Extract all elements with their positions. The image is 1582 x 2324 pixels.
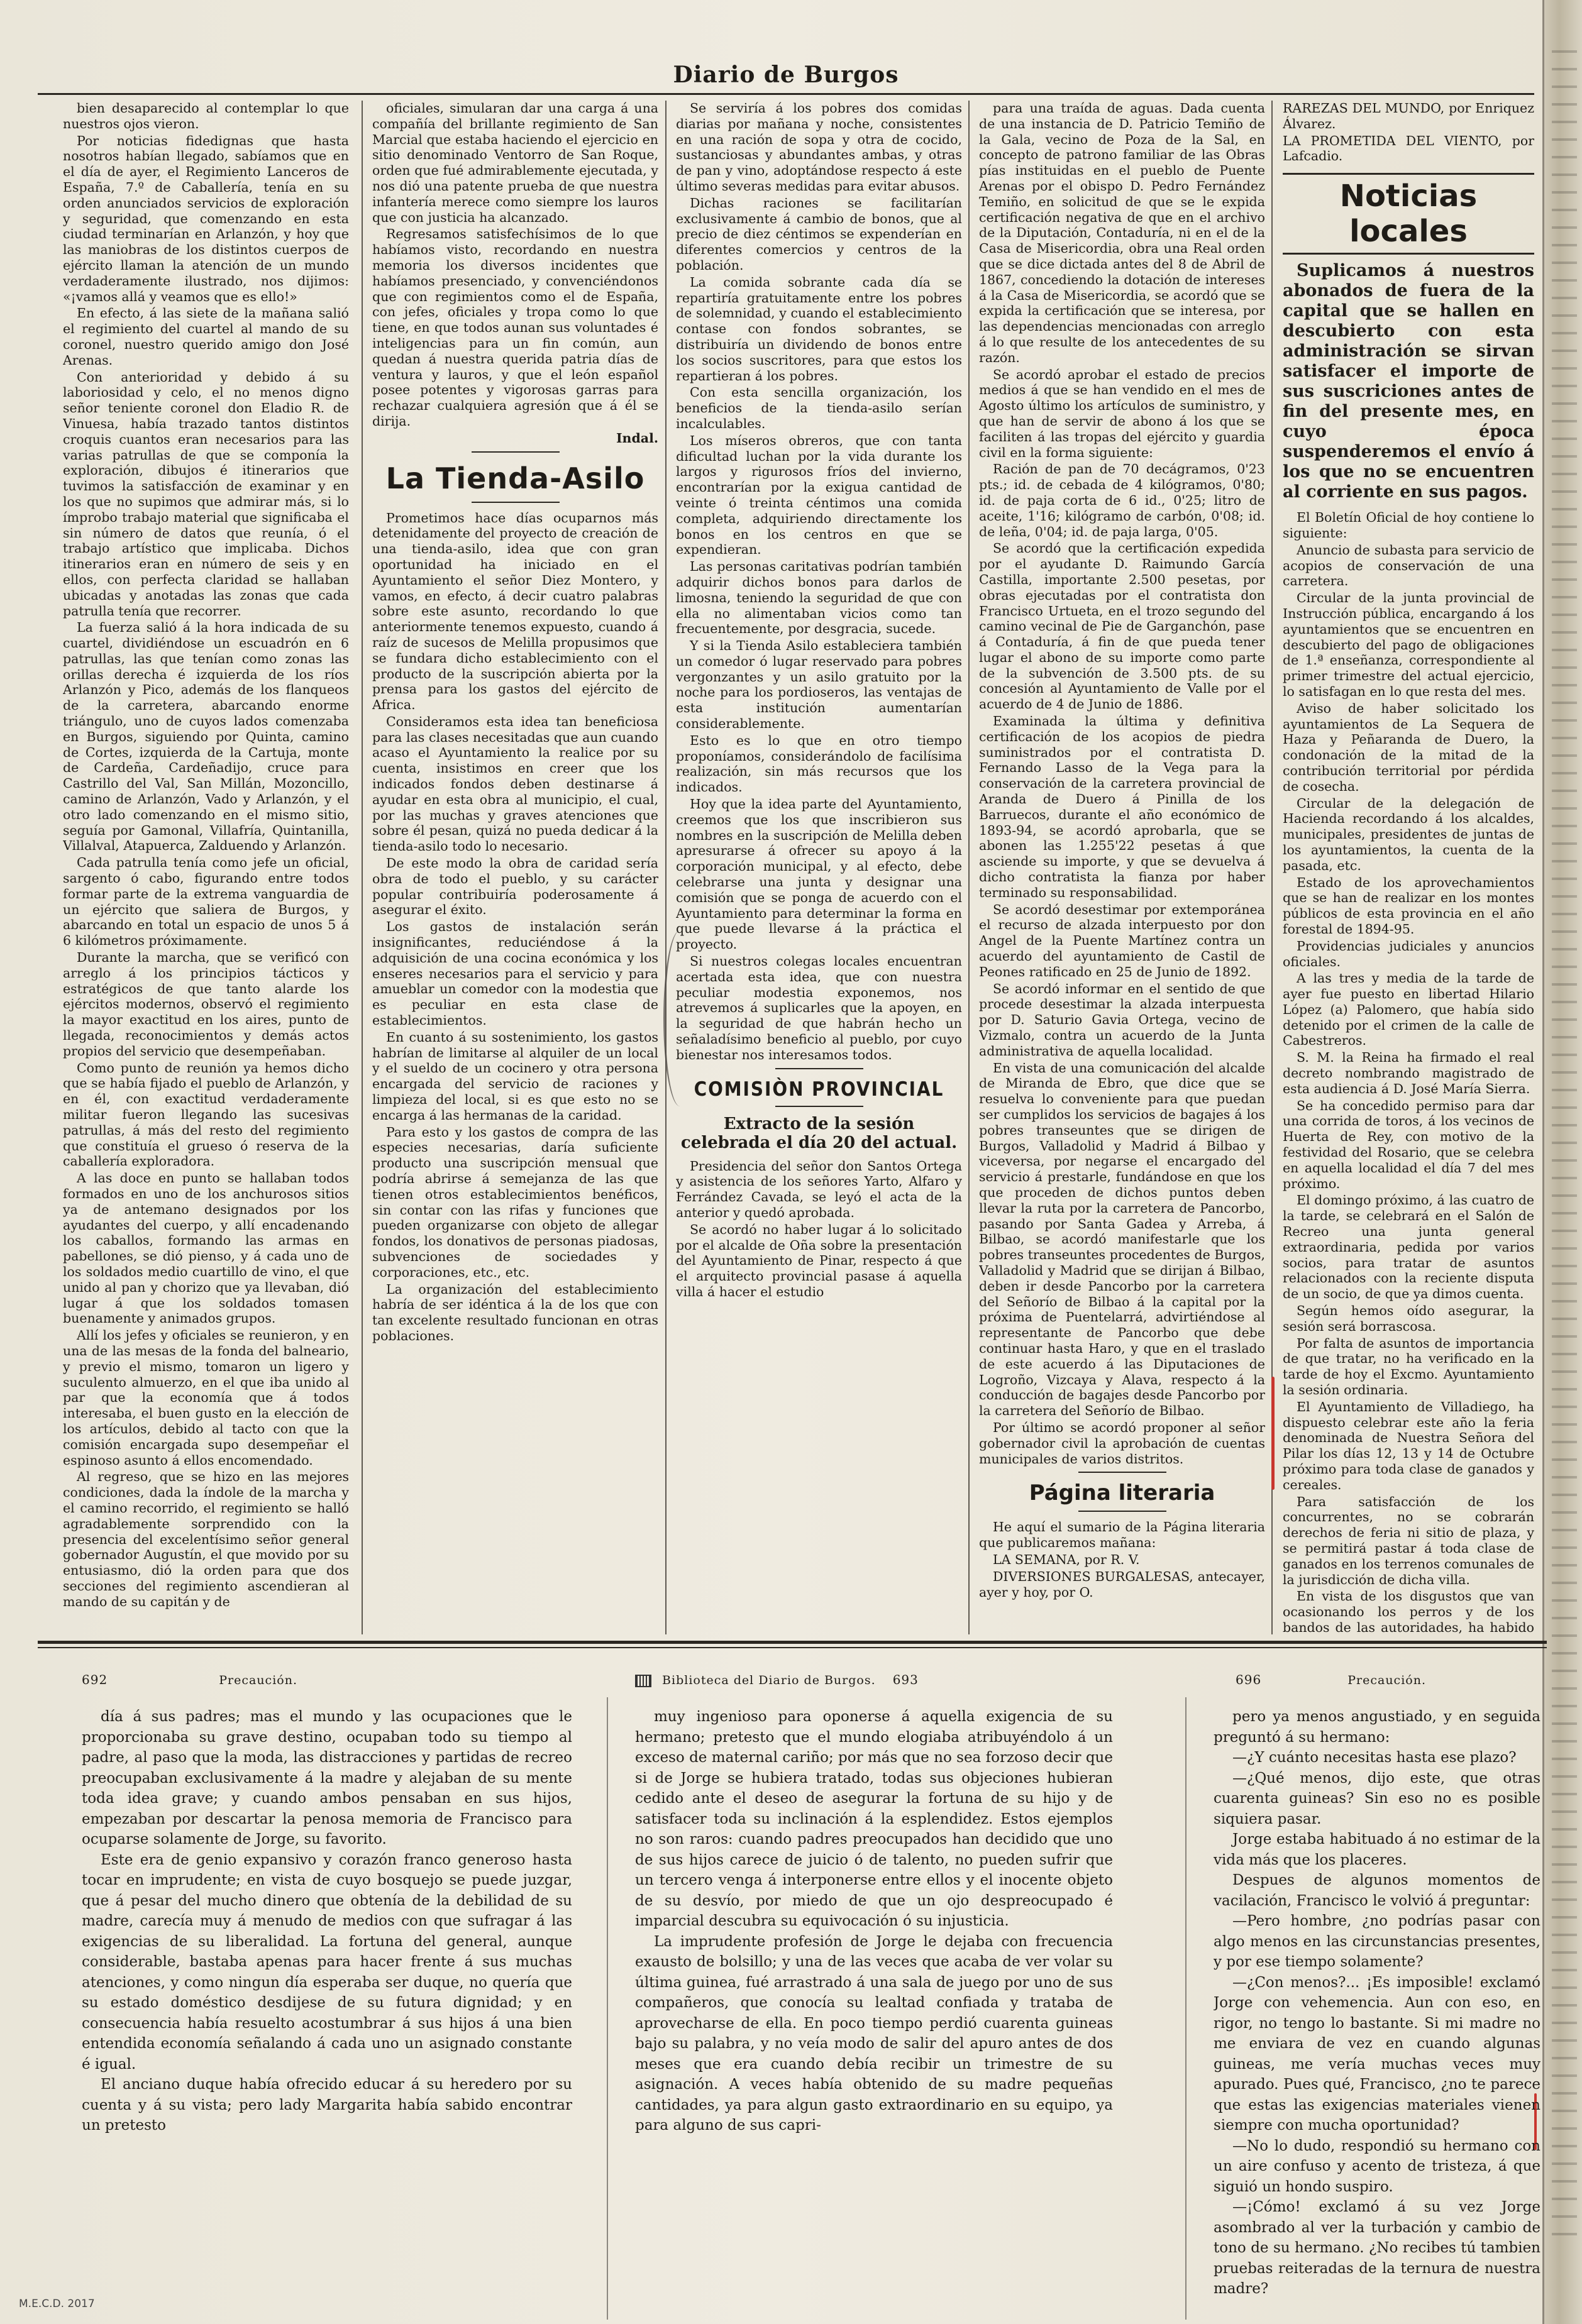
paragraph: En vista de los disgustos que van ocasionando los perros y de los bandos de las autoridades, ha habido: [1283, 1589, 1534, 1634]
paragraph: pero ya menos angustiado, y en seguida preguntó á su hermano:: [1214, 1709, 1541, 1746]
paragraph: —Pero hombre, ¿no podrías pasar con algo menos en las circunstancias presentes, y por ese tiempo solamente?: [1214, 1913, 1541, 1970]
paragraph: —¿Qué menos, dijo este, que otras cuarenta guineas? Sin eso no es posible siquiera pasar.: [1214, 1770, 1541, 1827]
paragraph: La organización del establecimiento habría de ser idéntica á la de los que con tan excelente resultado funcionan en otras poblaciones.: [372, 1281, 658, 1343]
paragraph: Presidencia del señor don Santos Ortega y asistencia de los señores Yarto, Alfaro y Ferrández Cavada, se leyó el acta de la anterior y quedó aprobada.: [676, 1158, 962, 1220]
article-heading-tienda-asilo: La Tienda-Asilo: [385, 461, 645, 495]
paragraph: —¡Cómo! exclamó á su vez Jorge asombrado al ver la turbación y cambio de tono de su hermano. ¿No recibes tú tambien pruebas reiteradas de la ternura de nuestra madre?: [1214, 2199, 1541, 2297]
column-rule: [665, 101, 667, 1634]
paragraph: Se acordó informar en el sentido de que procede desestimar la alzada interpuesta por D. Saturio Gavia Ortega, vecino de Vizmalo, contra un acuerdo de la Junta administrativa de aquella localidad.: [979, 981, 1265, 1059]
section-heading-noticias-locales: Noticias locales: [1283, 173, 1534, 255]
article-subheading: Extracto de la sesión celebrada el día 20 del actual.: [680, 1114, 958, 1152]
paragraph: Por noticias fidedignas que hasta nosotros habían llegado, sabíamos que en el día de ayer, el Regimiento Lanceros de España, 7.º de Caballería, tenía en su orden anunciados servicios de exploración y seguridad, que comenzando en esta ciudad terminarían en Arlanzón, y hoy que las maniobras de los distintos cuerpos de ejército llaman la atención de un mundo verdaderamente ilustrado, nos dijimos: «¡vamos allá y veamos que es ello!»: [63, 133, 349, 304]
article-heading-comision-provincial: COMISIÒN PROVINCIAL: [694, 1077, 944, 1101]
paragraph: La imprudente profesión de Jorge le dejaba con frecuencia exausto de bolsillo; y una de las veces que acaba de ver volar su última guinea, fué arrastrado á una sala de juego por uno de sus compañeros, que conocía su lealtad confiada y trataba de aprovecharse de ella. En poco tiempo perdió cuarenta guineas bajo su palabra, y no veía modo de salir del apuro antes de dos meses que era cuando debía recibir un trimestre de su asignación. A veces había obtenido de su madre pequeñas cantidades, ya para algun gasto extraordinario en su equipo, ya para alguno de sus capri-: [635, 1933, 1113, 2134]
paragraph: Allí los jefes y oficiales se reunieron, y en una de las mesas de la fonda del balneario, y previo el mismo, tomaron un ligero y suculento almuerzo, en el que iba unido al par que la economía que á todos interesaba, el buen gusto en la elección de los artículos, debido al tacto con que la comisión encargada supo desempeñar el espinoso asunto á ellos encomendado.: [63, 1328, 349, 1468]
paragraph: Si nuestros colegas locales encuentran acertada esta idea, que con nuestra peculiar modestia exponemos, nos atrevemos á suplicarles que la apoyen, en la seguridad de que habrán hecho un señaladísimo beneficio al pueblo, por cuyo bienestar nos interesamos todos.: [676, 954, 962, 1062]
paragraph: Se acordó desestimar por extemporánea el recurso de alzada interpuesto por don Angel de la Puente Martínez contra un acuerdo del ayuntamiento de Castil de Peones ratificado en 25 de Junio de 1892.: [979, 901, 1265, 979]
paragraph: Se acordó que la certificación expedida por el ayudante D. Raimundo García Castilla, importante 2.500 pesetas, por obras ejecutadas por el contratista don Francisco Urtueta, en el trozo segundo del camino vecinal de Pie de Garganchón, pase á Contaduría, á fin de que pueda tener lugar el abono de su importe como parte de la subvención de 3.500 pts. de su concesión al Ayuntamiento de Valle por el acuerdo de 4 de Junio de 1886.: [979, 541, 1265, 712]
paragraph: Para esto y los gastos de compra de las especies necesarias, daría suficiente producto una suscripción mensual que podría abrirse á semejanza de las que tienen otros establecimientos benéficos, sin contar con las rifas y funciones que pueden organizarse con objeto de allegar fondos, los donativos de personas piadosas, subvenciones de sociedades y corporaciones, etc., etc.: [372, 1124, 658, 1280]
paragraph: Los gastos de instalación serán insignificantes, reduciéndose á la adquisición de una cocina económica y los enseres necesarios para el servicio y para amueblar un comedor con la modestia que es peculiar en esta clase de establecimientos.: [372, 919, 658, 1028]
paragraph: Se ha concedido permiso para dar una corrida de toros, á los vecinos de Huerta de Rey, con motivo de la festividad del Rosario, que se celebra en aquella localidad el día 7 del mes próximo.: [1283, 1098, 1534, 1191]
paragraph: Se serviría á los pobres dos comidas diarias por mañana y noche, consistentes en una ración de sopa y otra de cocido, sustanciosas y abundantes ambas, y otras de pan y vino, adoptándose respecto á este último severas medidas para evitar abusos.: [676, 101, 962, 194]
paragraph: bien desaparecido al contemplar lo que nuestros ojos vieron.: [63, 101, 349, 131]
paragraph: La fuerza salió á la hora indicada de su cuartel, dividiéndose un escuadrón en 6 patrullas, las que tenían como zonas las orillas derecha é izquierda de los ríos Arlanzón y Pico, además de los flanqueos de la carretera, abarcando enorme triángulo, uno de cuyos lados comenzaba en Burgos, siguiendo por Quinta, camino de Cortes, izquierda de la Cartuja, monte de Cardeña, Cardeñadijo, cruce para Castrillo del Val, San Millán, Mozoncillo, camino de Arlanzón, Vado y Arlanzón, y el otro lado comenzando en el mismo sitio, seguía por Gamonal, Villafría, Quintanilla, Villalval, Atapuerca, Zalduendo y Arlanzón.: [63, 620, 349, 854]
supplement-column-1: [82, 1707, 572, 2136]
paragraph: El domingo próximo, á las cuatro de la tarde, se celebrará en el Salón de Recreo una junta general extraordinaria, pedida por varios socios, para tratar de asuntos relacionados con la reciente disputa de un socio, de que ya dimos cuenta.: [1283, 1192, 1534, 1302]
paragraph: Hoy que la idea parte del Ayuntamiento, creemos que los que inscribieron sus nombres en la suscripción de Melilla deben apresurarse á ofrecer su apoyo á la corporación municipal, y al efecto, debe celebrarse una junta y designar una comisión que se ponga de acuerdo con el Ayuntamiento para determinar la forma en que puede llevarse á la práctica el proyecto.: [676, 796, 962, 952]
paragraph: Durante la marcha, que se verificó con arreglo á los principios tácticos y estratégicos de que tanto alarde los ejércitos modernos, observó el regimiento la mayor exactitud en los aires, punto de llegada, reconocimientos y demás actos propios del servicio que desempeñaban.: [63, 950, 349, 1059]
masthead: Diario de Burgos: [38, 58, 1534, 95]
paragraph: Providencias judiciales y anuncios oficiales.: [1283, 938, 1534, 969]
paragraph: Los míseros obreros, que con tanta dificultad luchan por la vida durante los largos y rigurosos fríos del invierno, encontrarían por la exigua cantidad de veinte ó treinta céntimos una comida completa, adquiriendo directamente los bonos en los centros en que se expendieran.: [676, 432, 962, 558]
paragraph: oficiales, simularan dar una carga á una compañía del brillante regimiento de San Marcial que estaba haciendo el ejercicio en sitio denominado Ventorro de San Roque, orden que fué admirablemente ejecutada, y nos dió una patente prueba de que nuestra infantería merece como siempre los lauros que con justicia ha alcanzado.: [372, 101, 658, 225]
column-rule: [968, 101, 970, 1634]
paragraph: Por último se acordó proponer al señor gobernador civil la aprobación de cuentas municipales de varios distritos.: [979, 1419, 1265, 1467]
paragraph: Dichas raciones se facilitarían exclusivamente á cambio de bonos, que al precio de diez céntimos se expenderían en diferentes comercios y centros de la población.: [676, 195, 962, 273]
paragraph: Estado de los aprovechamientos que se han de realizar en los montes públicos de esta provincia en el año forestal de 1894-95.: [1283, 874, 1534, 937]
paragraph: En vista de una comunicación del alcalde de Miranda de Ebro, que dice que se resuelva lo conveniente para que puedan ser cumplidos los servicios de bagajes á los pobres transeuntes que se dirigen de Burgos, Valladolid y Madrid á Bilbao y viceversa, por negarse el encargado del servicio á prestarle, fundándose en que los que proceden de dichos puntos deben llevar la ruta por la carretera de Pancorbo, pasando por Santa Gadea y Arreba, á Bilbao, se acordó manifestarle que los pobres transeuntes procedentes de Burgos, Valladolid y Madrid que se dirijan á Bilbao, deben ir desde Pancorbo por la carretera del Señorío de Bilbao á la capital por la próxima de Puentelarrá, advirtiéndose al representante de Pancorbo que debe continuar hasta Haro, y que en el traslado de este acuerdo á las Diputaciones de Logroño, Vizcaya y Alava, respecto á la conducción de bagajes desde Pancorbo por la carretera del Señorío de Bilbao.: [979, 1060, 1265, 1419]
paragraph: El Boletín Oficial de hoy contiene lo siguiente:: [1283, 510, 1534, 541]
section-divider: [38, 1641, 1547, 1644]
paragraph: Anuncio de subasta para servicio de acopios de conservación de una carretera.: [1283, 542, 1534, 589]
paragraph: Circular de la junta provincial de Instrucción pública, encargando á los ayuntamientos que se encuentren en descubierto del pago de obligaciones de 1.ª enseñanza, correspondiente al primer trimestre del actual ejercicio, lo satisfagan en lo que resta del mes.: [1283, 590, 1534, 699]
paragraph: Este era de genio expansivo y corazón franco generoso hasta tocar en imprudente; en vista de cuyo bosquejo se puede juzgar, que á pesar del mucho dinero que obtenía de la debilidad de su madre, carecía muy á menudo de medios con que sufragar á las exigencias de su liberalidad. La fortuna del general, aunque considerable, bastaba apenas para hacer frente á sus muchas atenciones, y como ningun día esperaba ser duque, no quería que su estado doméstico desdijese de su futura dignidad; y en consecuencia había resuelto acostumbrar á sus hijos á una bien entendida economía señalando á cada uno un asignado constante é igual.: [82, 1851, 572, 2073]
article-heading-pagina-literaria: Página literaria: [1029, 1480, 1215, 1506]
paragraph: LA SEMANA, por R. V.: [993, 1551, 1140, 1567]
subscriber-notice: Suplicamos á nuestros abonados de fuera de la capital que se hallen en descubierto con esta administración se sirvan satisfacer el importe de sus suscriciones antes de fin del presente mes, en cuyo época suspenderemos el envío á los que no se encuentren al corriente en sus pagos.: [1283, 261, 1534, 502]
paragraph: Por falta de asuntos de importancia de que tratar, no ha verificado en la tarde de hoy el Excmo. Ayuntamiento la sesión ordinaria.: [1283, 1335, 1534, 1398]
paragraph: En cuanto á su sostenimiento, los gastos habrían de limitarse al alquiler de un local y el sueldo de un cocinero y otra persona encargada del servicio de raciones y limpieza del local, si es que esto no se encarga á las hermanas de la caridad.: [372, 1029, 658, 1123]
paragraph: —¿Con menos?... ¡Es imposible! exclamó Jorge con vehemencia. Aun con eso, en rigor, no tengo lo bastante. Si mi madre no me enviara de vez en cuando algunas guineas, me vería muchas veces muy apurado. Pues qué, Francisco, ¿no te parece que estas las exigencias materiales vienen siempre con mucha oportunidad?: [1214, 1974, 1541, 2134]
paragraph: En efecto, á las siete de la mañana salió el regimiento del cuartel al mando de su coronel, nuestro querido amigo don José Arenas.: [63, 306, 349, 368]
supplement-header-right: 696 Precaución.: [1236, 1672, 1426, 1687]
paragraph: —¿Y cuánto necesitas hasta ese plazo?: [1232, 1749, 1517, 1766]
paragraph: para una traída de aguas. Dada cuenta de una instancia de D. Patricio Temiño de la Gala, vecino de Poza de la Sal, en concepto de patrono familiar de las Obras pías instituidas en el pueblo de Puente Arenas por el obispo D. Pedro Fernández Temiño, en solicitud de que se le expida certificación negativa de que en el archivo de la Diputación, Contaduría, ni en el de la Casa de Misericordia, obra una Real orden que se dice dictada antes del 8 de Abril de 1867, concediendo la dotación de intereses á la Casa de Misericordia, se acordó que se expida la certificación que se interesa, por las dependencias mencionadas con arreglo á lo que resulte de los antecedentes de su razón.: [979, 101, 1265, 365]
paragraph: De este modo la obra de caridad sería obra de todo el pueblo, y su carácter popular contribuiría poderosamente á asegurar el éxito.: [372, 856, 658, 918]
paragraph: Esto es lo que en otro tiempo proponíamos, considerándolo de facilísima realización, sin más recursos que los indicados.: [676, 732, 962, 795]
supplement-column-2: [635, 1707, 1113, 2136]
paragraph: Regresamos satisfechísimos de lo que habíamos visto, recordando en nuestra memoria los diversos incidentes que habíamos presenciado, y convenciéndonos que con regimientos como el de España, con jefes, oficiales y tropa como lo que tiene, en que todos aunan sus voluntades é inteligencias para un fin común, aun quedan á nuestra querida patria días de ventura y lauros, y que el león español posee potentes y vigorosas garras para rechazar cualquiera agresión que á él se dirija.: [372, 226, 658, 429]
paragraph: RAREZAS DEL MUNDO, por Enriquez Álvarez.: [1283, 101, 1534, 131]
paragraph: Y si la Tienda Asilo estableciera también un comedor ó lugar reservado para pobres vergonzantes y un asilo gratuito por la noche para los pordioseros, las ventajas de esta institución aumentarían considerablemente.: [676, 638, 962, 732]
paragraph: Despues de algunos momentos de vacilación, Francisco le volvió á preguntar:: [1214, 1872, 1541, 1909]
paragraph: Cada patrulla tenía como jefe un oficial, sargento ó cabo, figurando entre todos formar parte de la extrema vanguardia de un ejército que saliera de Burgos, y abarcando en total un espacio de unos 5 á 6 kilómetros próximamente.: [63, 855, 349, 949]
paragraph: A las tres y media de la tarde de ayer fue puesto en libertad Hilario López (a) Palomero, que había sido detenido por el crimen de la calle de Cabestreros.: [1283, 971, 1534, 1049]
adjacent-page-edge: [1542, 0, 1582, 2324]
article-signoff: Indal.: [616, 430, 658, 446]
paragraph: Prometimos hace días ocuparnos más detenidamente del proyecto de creación de una tienda-asilo, idea que con gran oportunidad ha iniciado en el Ayuntamiento el señor Diez Montero, y vamos, en efecto, á decir cuatro palabras sobre este asunto, recordando lo que anteriormente tenemos expuesto, cuando á raíz de sucesos de Melilla propusimos que se fundara dicho establecimiento con el producto de la suscripción abierta por la prensa para los gastos del ejército de Africa.: [372, 510, 658, 713]
column-rule: [362, 101, 363, 1634]
column-2: [372, 101, 658, 1634]
red-pencil-mark: [1271, 1377, 1275, 1490]
paragraph: He aquí el sumario de la Página literaria que publicaremos mañana:: [979, 1519, 1265, 1551]
paragraph: Circular de la delegación de Hacienda recordando á los alcaldes, municipales, presidentes de juntas de los ayuntamientos, la cuenta de la pasada, etc.: [1283, 795, 1534, 873]
paragraph: Con anterioridad y debido á su laboriosidad y celo, el no menos digno señor teniente coronel don Eladio R. de Vinuesa, había trazado tantos distintos croquis cuantos eran necesarios para las varias patrullas de que se componía la exploración, dibujos é itinerarios que tuvimos la satisfacción de examinar y en los que no supimos que admirar más, si lo ímprobo trabajo material que significaba el sin número de datos que reunía, ó el trabajo artístico que implicaba. Dichos itinerarios eran en número de seis y en ellos, con perfecta claridad se hallaban ubicadas y anotadas las zonas que cada patrulla tenía que recorrer.: [63, 369, 349, 619]
paragraph: día á sus padres; mas el mundo y las ocupaciones que le proporcionaba su grave destino, ocupaban todo su tiempo al padre, al paso que la moda, las distracciones y partidas de recreo preocupaban exclusivamente á la madre y alejaban de su mente toda idea grave; y cuando ambos pensaban en sus hijos, empezaban por descartar la penosa memoria de Francisco para ocuparse solamente de Jorge, su favorito.: [82, 1709, 572, 1848]
paragraph: Jorge estaba habituado á no estimar de la vida más que los placeres.: [1214, 1831, 1541, 1868]
paragraph: Se acordó no haber lugar á lo solicitado por el alcalde de Oña sobre la presentación del Ayuntamiento de Pinar, respecto á que el arquitecto provincial pasase á aquella villa á hacer el estudio: [676, 1221, 962, 1299]
paragraph: DIVERSIONES BURGALESAS, antecayer, ayer y hoy, por O.: [979, 1568, 1265, 1600]
library-emblem-icon: [635, 1675, 651, 1687]
supplement-header-left: 692 Precaución.: [82, 1672, 297, 1687]
paragraph: Con esta sencilla organización, los beneficios de la tienda-asilo serían incalculables.: [676, 385, 962, 431]
column-3: [676, 101, 962, 1634]
column-1: [63, 101, 349, 1634]
paragraph: El Ayuntamiento de Villadiego, ha dispuesto celebrar este año la feria denominada de Nuestra Señora del Pilar los días 12, 13 y 14 de Octubre próximo para toda clase de ganados y cereales.: [1283, 1399, 1534, 1492]
paragraph: —No lo dudo, respondió su hermano con un aire confuso y acento de tristeza, á que siguió un hondo suspiro.: [1214, 2137, 1541, 2195]
paragraph: Consideramos esta idea tan beneficiosa para las clases necesitadas que aun cuando acaso el Ayuntamiento la realice por su cuenta, insistimos en creer que los indicados fondos deben destinarse á ayudar en esta obra al municipio, el cual, por las muchas y graves atenciones que sobre él pesan, quizá no pueda dedicar á la tienda-asilo todo lo necesario.: [372, 713, 658, 854]
paragraph: Las personas caritativas podrían también adquirir dichos bonos para darlos de limosna, teniendo la seguridad de que con ella no alimentaban vicios como tan frecuentemente, por desgracia, sucede.: [676, 559, 962, 637]
paragraph: Al regreso, que se hizo en las mejores condiciones, dada la índole de la marcha y el camino recorrido, el regimiento se halló agradablemente sorprendido con la presencia del excelentísimo señor general gobernador Augustín, el que movido por su entusiasmo, dió la orden para que dos secciones del regimiento ascendieran al mando de su capitán y de: [63, 1469, 349, 1609]
paragraph: Según hemos oído asegurar, la sesión será borrascosa.: [1283, 1303, 1534, 1334]
paragraph: Se acordó aprobar el estado de precios medios á que se han vendido en el mes de Agosto último los artículos de suministro, y que han de servir de abono á los que se faciliten á las tropas del ejército y guardia civil en la forma siguiente:: [979, 366, 1265, 460]
paragraph: Aviso de haber solicitado los ayuntamientos de La Sequera de Haza y Peñaranda de Duero, la condonación de la mitad de la contribución territorial por pérdida de cosecha.: [1283, 700, 1534, 794]
column-4: [979, 101, 1265, 1634]
paragraph: Examinada la última y definitiva certificación de los acopios de piedra suministrados por el contratista D. Fernando Lasso de la Vega para la conservación de la carretera provincial de Aranda de Duero á Pinilla de los Barruecos, durante el año económico de 1893-94, se acordó aprobarla, que se abonen las 1.255'22 pesetas á que asciende su importe, y que se devuelva á dicho contratista la fianza por haber terminado su responsabilidad.: [979, 713, 1265, 900]
column-5: [1283, 101, 1534, 1634]
archive-footer: M.E.C.D. 2017: [19, 2298, 95, 2310]
paragraph: A las doce en punto se hallaban todos formados en uno de los anchurosos sitios ya de antemano designados por los ayudantes del cuerpo, y allí encadenando los caballos, formando las armas en pabellones, se dió pienso, y á cada uno de los soldados medio cuartillo de vino, el que unido al pan y chorizo que ya llevaban, dió lugar á que los soldados tomasen buenamente y animados grupos.: [63, 1170, 349, 1326]
paragraph: S. M. la Reina ha firmado el real decreto nombrando magistrado de esta audiencia á D. José María Sierra.: [1283, 1050, 1534, 1096]
paragraph: Ración de pan de 70 decágramos, 0'23 pts.; id. de cebada de 4 kilógramos, 0'80; id. de paja corta de 6 id., 0'25; litro de aceite, 1'16; kilógramo de carbón, 0'08; id. de leña, 0'04; id. de paja larga, 0'05.: [979, 461, 1265, 539]
supplement-column-3: [1214, 1707, 1541, 2299]
paragraph: La comida sobrante cada día se repartiría gratuitamente entre los pobres de solemnidad, y cuando el establecimiento contase con fondos sobrantes, se distribuiría un dividendo de bonos entre los socios suscritores, para que estos los repartieran á los pobres.: [676, 274, 962, 383]
paragraph: Como punto de reunión ya hemos dicho que se había fijado el pueblo de Arlanzón, y en él, con exactitud verdaderamente militar fueron llegando las sucesivas patrullas, á más del resto del regimiento que constituía el grueso ó reserva de la caballería exploradora.: [63, 1060, 349, 1169]
paragraph: Para satisfacción de los concurrentes, no se cobrarán derechos de feria ni sitio de plaza, y se permitirá pastar á toda clase de ganados en los terrenos comunales de la jurisdicción de dicha villa.: [1283, 1494, 1534, 1587]
paragraph: El anciano duque había ofrecido educar á su heredero por su cuenta y á su vista; pero lady Margarita había sabido encontrar un pretesto: [82, 2076, 572, 2134]
paragraph: LA PROMETIDA DEL VIENTO, por Lafcadio.: [1283, 133, 1534, 164]
paragraph: muy ingenioso para oponerse á aquella exigencia de su hermano; pretesto que el mundo elogiaba atribuyéndolo á un exceso de maternal cariño; por más que no sea forzoso decir que si de Jorge se hubiera tratado, todas sus objeciones hubieran cedido ante el deseo de asegurar la fortuna de su hijo y de satisfacer toda su inclinación á la esplendidez. Estos ejemplos no son raros: cuando padres preocupados han decidido que uno de sus hijos carece de juicio ó de talento, no pueden sufrir que un tercero venga á interponerse entre ellos y el inocente objeto de su desvío, por miedo de que un ojo despreocupado é imparcial descubra su equivocación ó su injusticia.: [635, 1709, 1113, 1929]
handwritten-bracket-mark: [663, 930, 697, 1106]
supplement-header-center: Biblioteca del Diario de Burgos. 693: [635, 1672, 919, 1687]
